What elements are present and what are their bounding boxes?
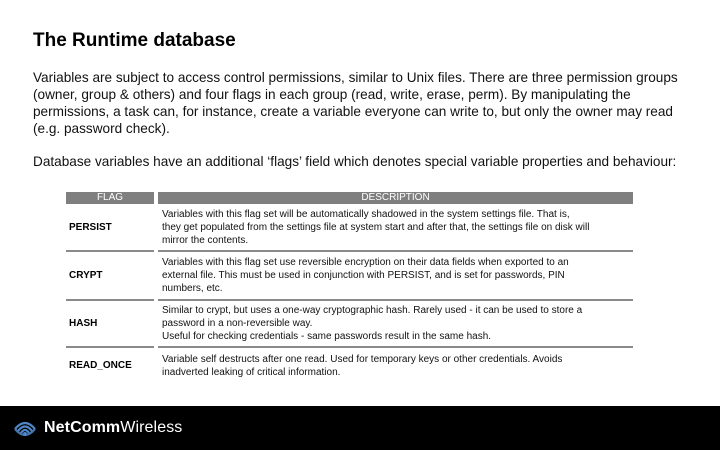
description-line: Variable self destructs after one read. Used for temporary keys or other credentials. Avoids xyxy=(162,353,563,365)
table-row xyxy=(66,300,633,347)
description-line: inadverted leaking of critical information. xyxy=(162,366,341,378)
description-line: password in a non-reversible way. xyxy=(162,318,313,329)
table-header-row xyxy=(66,192,633,204)
netcomm-wordmark xyxy=(44,419,182,437)
description-line: Variables with this flag set use reversible encryption on their data fields when exported to an xyxy=(162,257,569,268)
description-cell xyxy=(156,300,633,347)
netcomm-logo-icon xyxy=(12,416,38,442)
flag-cell: PERSIST xyxy=(66,204,156,251)
description-line: numbers, etc. xyxy=(162,283,223,294)
slide-title: The Runtime database xyxy=(33,30,236,51)
intro-paragraph: Variables are subject to access control permissions, similar to Unix files. There are three permission groups (owner, group & others) and four flags in each group (read, write, erase, perm). By manipulating the permissions, a task can, for instance, create a variable everyone can write to, but only the owner may read (e.g. password check). xyxy=(33,70,678,136)
wordmark-bold: NetComm xyxy=(44,419,121,436)
description-line: external file. This must be used in conjunction with PERSIST, and is set for passwords, PIN xyxy=(162,270,565,281)
flag-cell: CRYPT xyxy=(66,251,156,300)
flag-cell: HASH xyxy=(66,300,156,347)
footer-bar xyxy=(0,406,720,450)
description-line: mirror the contents. xyxy=(162,234,249,246)
flag-cell: READ_ONCE xyxy=(66,347,156,383)
description-line: Useful for checking credentials - same passwords result in the same hash. xyxy=(162,331,492,342)
flags-table xyxy=(66,192,633,383)
table-row xyxy=(66,347,633,383)
description-line: they get populated from the settings file at system start and after that, the settings file on disk will xyxy=(162,221,590,233)
description-cell xyxy=(156,347,633,383)
column-header-description: DESCRIPTION xyxy=(156,192,633,204)
description-cell xyxy=(156,204,633,251)
table-row xyxy=(66,204,633,251)
column-header-flag: FLAG xyxy=(66,192,156,204)
table-row xyxy=(66,251,633,300)
wordmark-regular: Wireless xyxy=(120,419,183,436)
description-line: Similar to crypt, but uses a one-way cryptographic hash. Rarely used - it can be used to store a xyxy=(162,305,583,316)
description-cell xyxy=(156,251,633,300)
flags-paragraph: Database variables have an additional ‘flags’ field which denotes special variable properties and behaviour: xyxy=(33,154,677,169)
description-line: Variables with this flag set will be automatically shadowed in the system settings file. That is, xyxy=(162,208,570,220)
